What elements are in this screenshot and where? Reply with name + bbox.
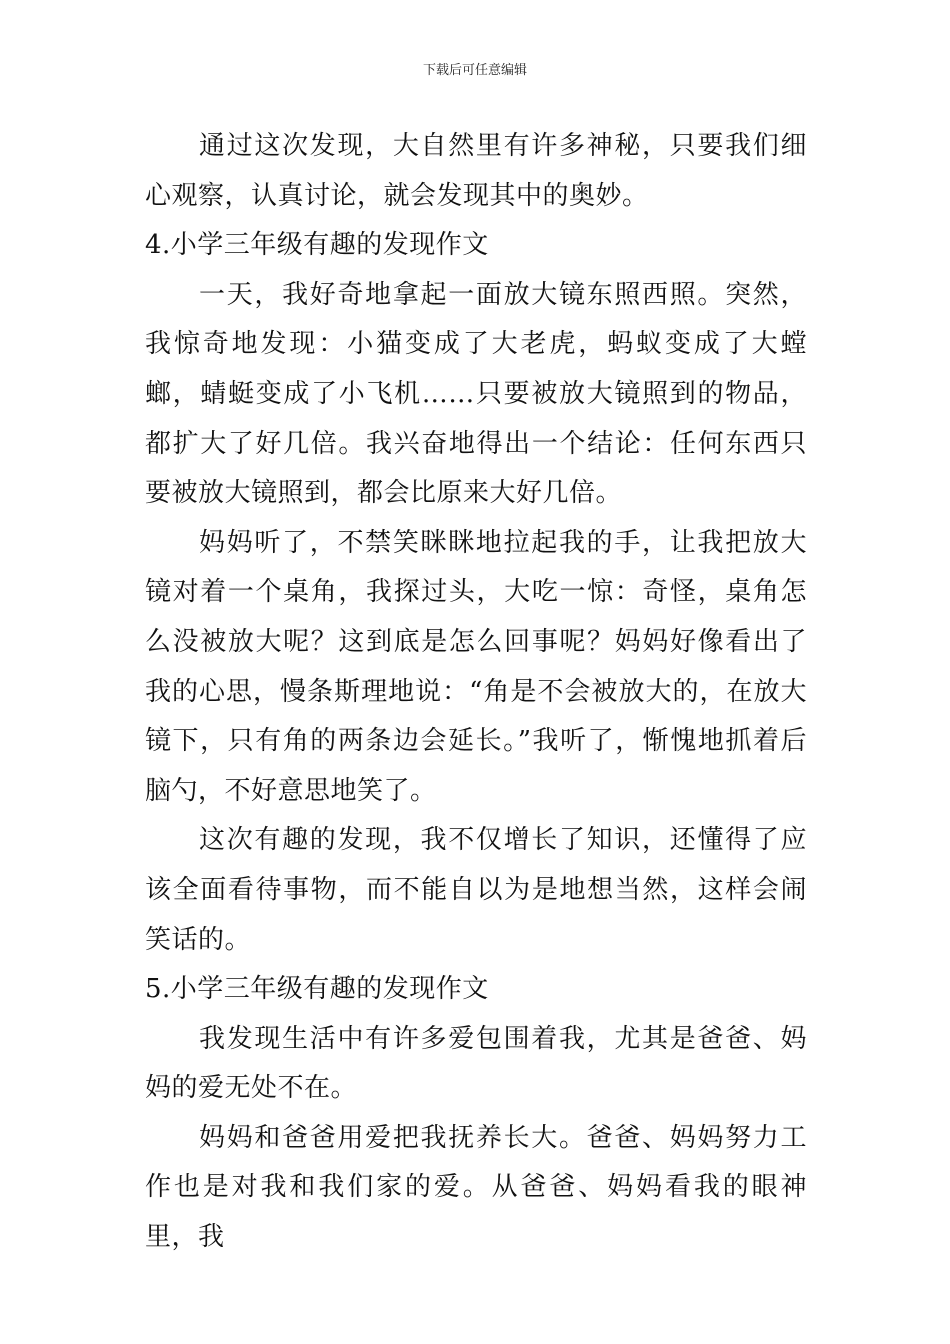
section-heading-4: 4.小学三年级有趣的发现作文 <box>145 230 489 261</box>
paragraph-parents: 妈妈和爸爸用爱把我抚养长大。爸爸、妈妈努力工作也是对我和我们家的爱。从爸爸、妈妈看我的眼神里，我 <box>145 1122 807 1253</box>
paragraph-mother-explains: 妈妈听了，不禁笑眯眯地拉起我的手，让我把放大镜对着一个桌角，我探过头，大吃一惊：奇怪，桌角怎么没被放大呢？这到底是怎么回事呢？妈妈好像看出了我的心思，慢条斯理地说：“角是不会被放大的，在放大镜下，只有角的两条边会延长。”我听了，惭愧地抓着后脑勺，不好意思地笑了。 <box>145 527 807 806</box>
document-body <box>145 122 807 1263</box>
section-heading-5: 5.小学三年级有趣的发现作文 <box>145 974 489 1005</box>
paragraph-lesson: 这次有趣的发现，我不仅增长了知识，还懂得了应该全面看待事物，而不能自以为是地想当然，这样会闹笑话的。 <box>145 825 807 955</box>
paragraph-magnifier: 一天，我好奇地拿起一面放大镜东照西照。突然，我惊奇地发现：小猫变成了大老虎，蚂蚁变成了大螳螂，蜻蜓变成了小飞机……只要被放大镜照到的物品，都扩大了好几倍。我兴奋地得出一个结论：任何东西只要被放大镜照到，都会比原来大好几倍。 <box>145 279 807 509</box>
paragraph-conclusion: 通过这次发现，大自然里有许多神秘，只要我们细心观察，认真讨论，就会发现其中的奥妙。 <box>145 131 807 211</box>
page-header: 下载后可任意编辑 <box>422 63 527 78</box>
paragraph-love-around: 我发现生活中有许多爱包围着我，尤其是爸爸、妈妈的爱无处不在。 <box>145 1023 807 1104</box>
